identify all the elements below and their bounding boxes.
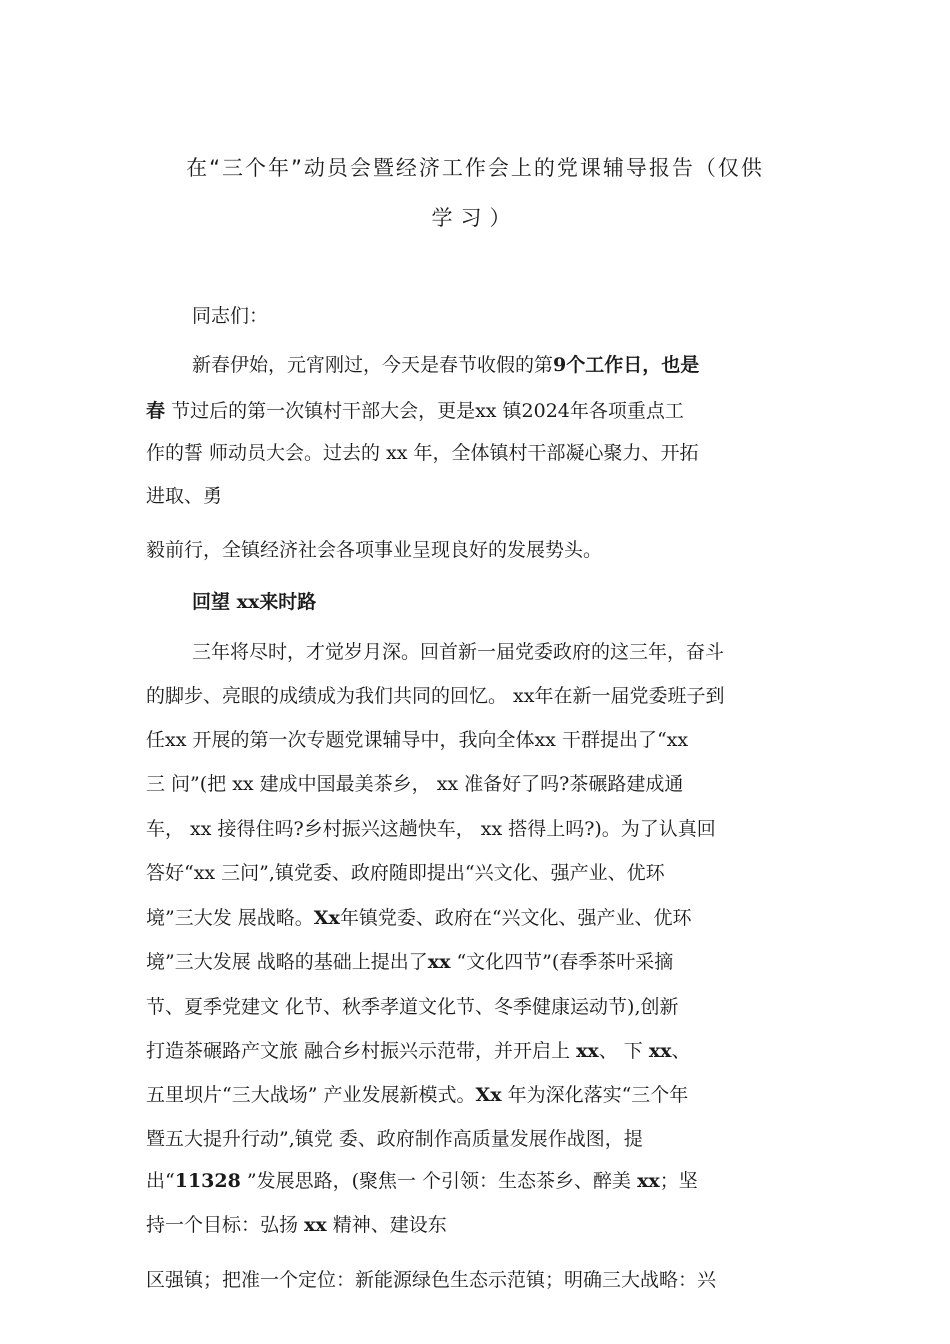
paragraph-line: 五里坝片“三大战场” 产业发展新模式。Xx 年为深化落实“三个年 [146, 1084, 689, 1106]
section-heading: 回望 xx来时路 [192, 591, 317, 613]
paragraph-line: 区强镇；把准一个定位：新能源绿色生态示范镇；明确三大战略：兴 [146, 1269, 717, 1291]
paragraph-line: 境”三大发展 战略的基础上提出了xx “文化四节”(春季茶叶采摘 [146, 951, 674, 973]
document-title-line-1: 在“三个年”动员会暨经济工作会上的党课辅导报告（仅供 [186, 156, 764, 180]
paragraph-line: 毅前行，全镇经济社会各项事业呈现良好的发展势头。 [146, 539, 603, 561]
paragraph-line: 任xx 开展的第一次专题党课辅导中，我向全体xx 干群提出了“xx [146, 729, 689, 751]
paragraph-line: 三 问”(把 xx 建成中国最美茶乡， xx 准备好了吗?茶碾路建成通 [146, 773, 684, 795]
paragraph-line: 暨五大提升行动”,镇党 委、政府制作高质量发展作战图，提 [146, 1128, 643, 1150]
paragraph-line: 境”三大发 展战略。Xx年镇党委、政府在“兴文化、强产业、优环 [146, 907, 692, 929]
paragraph-line: 进取、勇 [146, 485, 223, 507]
document-title-line-2: 学习） [431, 206, 519, 230]
paragraph-line: 打造茶碾路产文旅 融合乡村振兴示范带，并开启上 xx、 下 xx、 [146, 1040, 691, 1062]
paragraph-line: 新春伊始，元宵刚过，今天是春节收假的第9个工作日，也是 [192, 354, 700, 376]
paragraph-line: 三年将尽时，才觉岁月深。回首新一届党委政府的这三年，奋斗 [192, 641, 725, 663]
paragraph-line: 答好“xx 三问”,镇党委、政府随即提出“兴文化、强产业、优环 [146, 862, 665, 884]
paragraph-line: 作的誓 师动员大会。过去的 xx 年，全体镇村干部凝心聚力、开拓 [146, 442, 699, 464]
salutation: 同志们： [192, 305, 269, 327]
paragraph-line: 持一个目标：弘扬 xx 精神、建设东 [146, 1214, 447, 1236]
paragraph-line: 出“11328 ”发展思路，(聚焦一 个引领：生态茶乡、醉美 xx；坚 [146, 1170, 698, 1192]
paragraph-line: 春 节过后的第一次镇村干部大会，更是xx 镇2024年各项重点工 [146, 400, 684, 422]
paragraph-line: 的脚步、亮眼的成绩成为我们共同的回忆。 xx年在新一届党委班子到 [146, 685, 725, 707]
paragraph-line: 车， xx 接得住吗?乡村振兴这趟快车， xx 搭得上吗?)。为了认真回 [146, 818, 716, 840]
paragraph-line: 节、夏季党建文 化节、秋季孝道文化节、冬季健康运动节),创新 [146, 996, 679, 1018]
